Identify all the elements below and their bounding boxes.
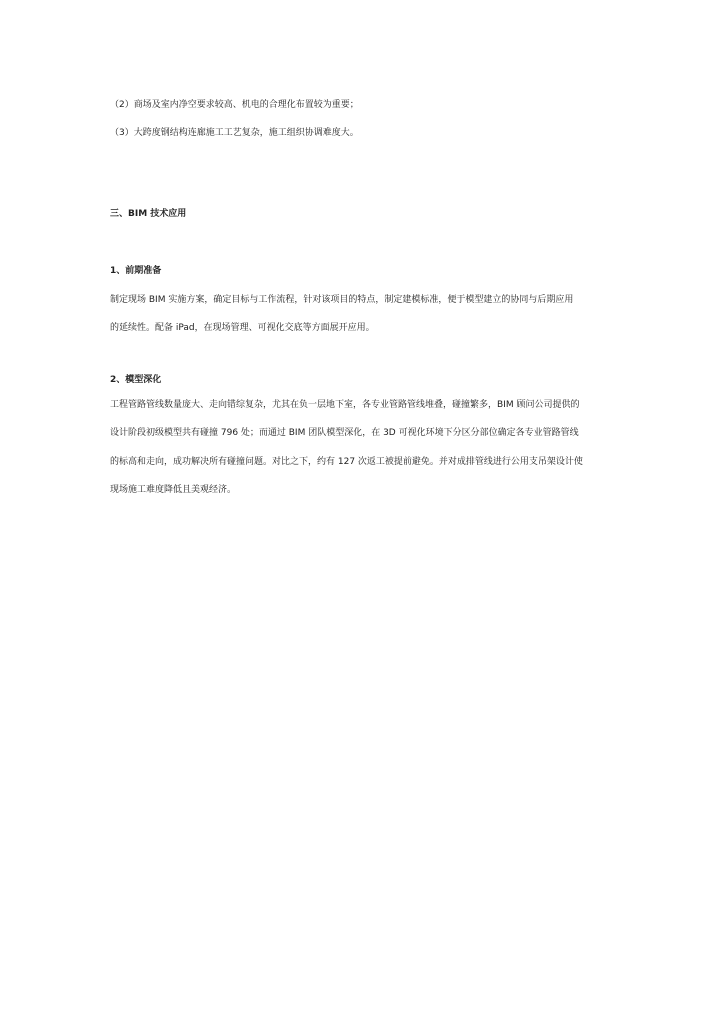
paragraph-line: 制定现场 BIM 实施方案，确定目标与工作流程，针对该项目的特点，制定建模标准，便于模型建立的协同与后期应用 <box>110 295 574 305</box>
paragraph-line: 的延续性。配备 iPad，在现场管理、可视化交底等方面展开应用。 <box>110 323 375 333</box>
intro-item-2: （2）商场及室内净空要求较高、机电的合理化布置较为重要； <box>110 100 359 110</box>
paragraph-line: 的标高和走向，成功解决所有碰撞问题。对比之下，约有 127 次返工被提前避免。并对成排管线进行公用支吊架设计使 <box>110 457 583 467</box>
paragraph-line: 工程管路管线数量庞大、走向错综复杂，尤其在负一层地下室，各专业管路管线堆叠，碰撞繁多，BIM 顾问公司提供的 <box>110 400 580 410</box>
intro-item-3: （3）大跨度钢结构连廊施工工艺复杂，施工组织协调难度大。 <box>110 128 359 138</box>
subsection-heading-preparation: 1、前期准备 <box>110 266 162 276</box>
paragraph-line: 设计阶段初级模型共有碰撞 796 处；而通过 BIM 团队模型深化，在 3D 可视化环境下分区分部位确定各专业管路管线 <box>110 428 579 438</box>
section-heading: 三、BIM 技术应用 <box>110 209 187 219</box>
paragraph-line: 现场施工难度降低且美观经济。 <box>110 485 237 495</box>
subsection-heading-model-deepening: 2、模型深化 <box>110 375 162 385</box>
